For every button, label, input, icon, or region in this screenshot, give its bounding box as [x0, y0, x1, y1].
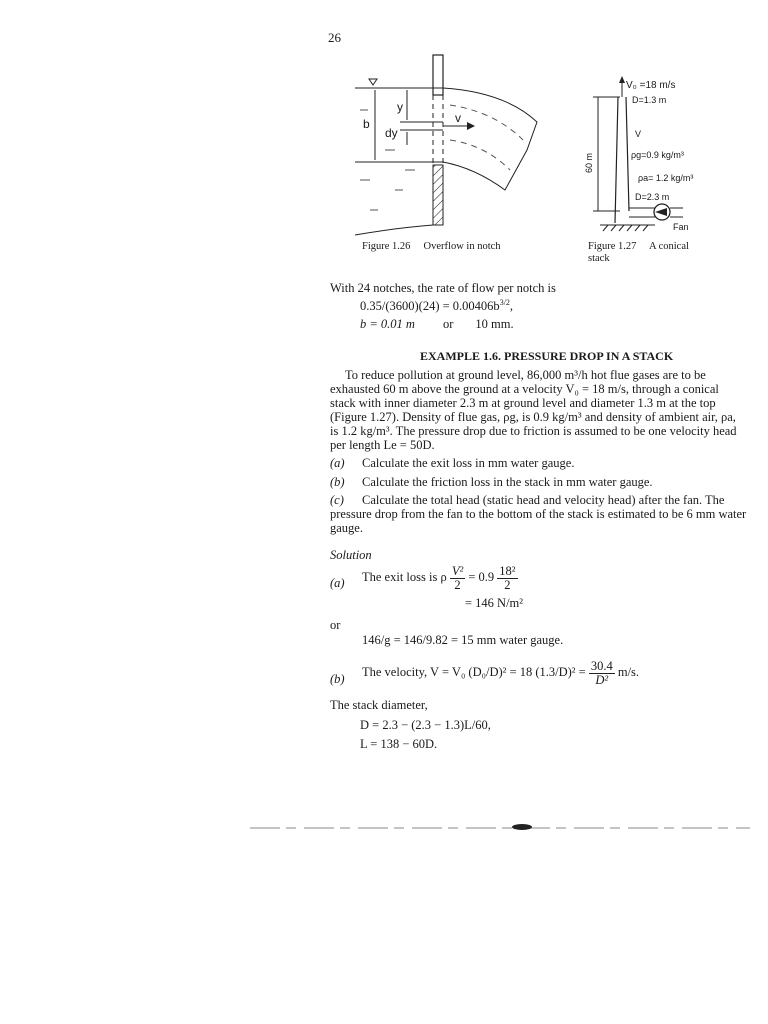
label-rho-a: ρa= 1.2 kg/m³: [638, 173, 694, 183]
label-y: y: [397, 100, 403, 114]
label-v: v: [455, 111, 461, 125]
fraction: [450, 565, 465, 592]
label-v: V: [635, 129, 642, 139]
equation-line: [360, 299, 513, 313]
numerator: 18²: [499, 563, 516, 578]
scan-edge-line: [250, 822, 760, 832]
fraction: [497, 565, 517, 592]
text-line: With 24 notches, the rate of flow per notch is: [330, 281, 556, 295]
label-d-bottom: D=2.3 m: [635, 192, 670, 202]
denominator: 2: [454, 577, 461, 592]
solution-gauge: 146/g = 146/9.82 = 15 mm water gauge.: [362, 633, 564, 647]
figure-126-caption: Figure 1.26 Overflow in notch: [362, 241, 501, 252]
label-rho-g: ρg=0.9 kg/m³: [631, 150, 684, 160]
question-b: Calculate the friction loss in the stack in mm water gauge.: [362, 475, 653, 489]
paragraph-line: is 1.2 kg/m³. The pressure drop due to friction is assumed to be one velocity head: [330, 424, 737, 438]
ratio: (1.3/D)²: [535, 665, 576, 679]
figure-conical-stack: [575, 73, 760, 235]
solution-a-label: (a): [330, 576, 345, 590]
paragraph-line: per length Le = 50D.: [330, 438, 435, 452]
figure-127-caption-2: stack: [588, 253, 610, 264]
equals: = 18: [509, 665, 533, 679]
label-height: 60 m: [584, 152, 594, 173]
figure-overflow-in-notch: [355, 50, 555, 235]
label-dy: dy: [385, 126, 398, 140]
paragraph-line: (Figure 1.27). Density of flue gas, ρg, is 0.9 kg/m³ and density of ambient air, ρa,: [330, 410, 736, 424]
punct: ,: [509, 299, 514, 313]
question-a-label: (a): [330, 456, 345, 470]
question-c-line: gauge.: [330, 521, 363, 535]
stack-diameter-text: The stack diameter,: [330, 698, 428, 712]
solution-a-result: = 146 N/m²: [465, 596, 524, 610]
question-c-line: pressure drop from the fan to the bottom of the stack is estimated to be 6 mm water: [330, 507, 747, 521]
exit-loss-text: The exit loss is ρ: [362, 570, 447, 584]
result-b: b = 0.01 m: [360, 317, 415, 331]
exponent: 3/2: [499, 297, 510, 307]
denominator: D²: [595, 672, 609, 687]
equals: =: [578, 665, 586, 679]
question-a: Calculate the exit loss in mm water gauge.: [362, 456, 575, 470]
equation: 0.35/(3600)(24) = 0.00406b: [360, 299, 500, 313]
paragraph-line: exhausted 60 m above the ground at a velocity V₀ = 18 m/s, through a conical: [330, 382, 719, 396]
example-heading: EXAMPLE 1.6. PRESSURE DROP IN A STACK: [420, 349, 674, 363]
solution-b-equation: [362, 658, 639, 687]
denominator: 2: [504, 577, 511, 592]
or-word: or: [442, 317, 454, 331]
solution-heading: Solution: [330, 548, 372, 562]
unit: m/s.: [617, 665, 640, 679]
question-c: Calculate the total head (static head and velocity head) after the fan. The: [362, 493, 725, 507]
label-v0: V₀ =18 m/s: [626, 80, 676, 91]
length-equation: L = 138 − 60D.: [360, 737, 438, 751]
label-fan: Fan: [673, 222, 689, 232]
numerator: V²: [451, 563, 464, 578]
result-mm: 10 mm.: [475, 317, 514, 331]
question-c-label: (c): [330, 493, 344, 507]
question-b-label: (b): [330, 475, 345, 489]
equals: = 0.9: [468, 570, 495, 584]
label-b: b: [363, 117, 370, 131]
paragraph-line: To reduce pollution at ground level, 86,000 m³/h hot flue gases are to be: [345, 368, 706, 382]
figure-127-caption: Figure 1.27 A conical: [588, 241, 689, 252]
solution-b-label: (b): [330, 672, 345, 686]
solution-a-equation: [362, 563, 518, 592]
paragraph-line: stack with inner diameter 2.3 m at ground level and diameter 1.3 m at the top: [330, 396, 716, 410]
result-line: [360, 317, 514, 331]
numerator: 30.4: [590, 658, 613, 673]
or-word: or: [330, 618, 341, 632]
ratio: (D₀/D)²: [468, 665, 507, 679]
label-d-top: D=1.3 m: [632, 95, 667, 105]
velocity-text: The velocity, V = V₀: [362, 665, 466, 679]
diameter-equation: D = 2.3 − (2.3 − 1.3)L/60,: [360, 718, 491, 732]
page-number: 26: [328, 30, 341, 45]
fraction: [589, 660, 615, 687]
